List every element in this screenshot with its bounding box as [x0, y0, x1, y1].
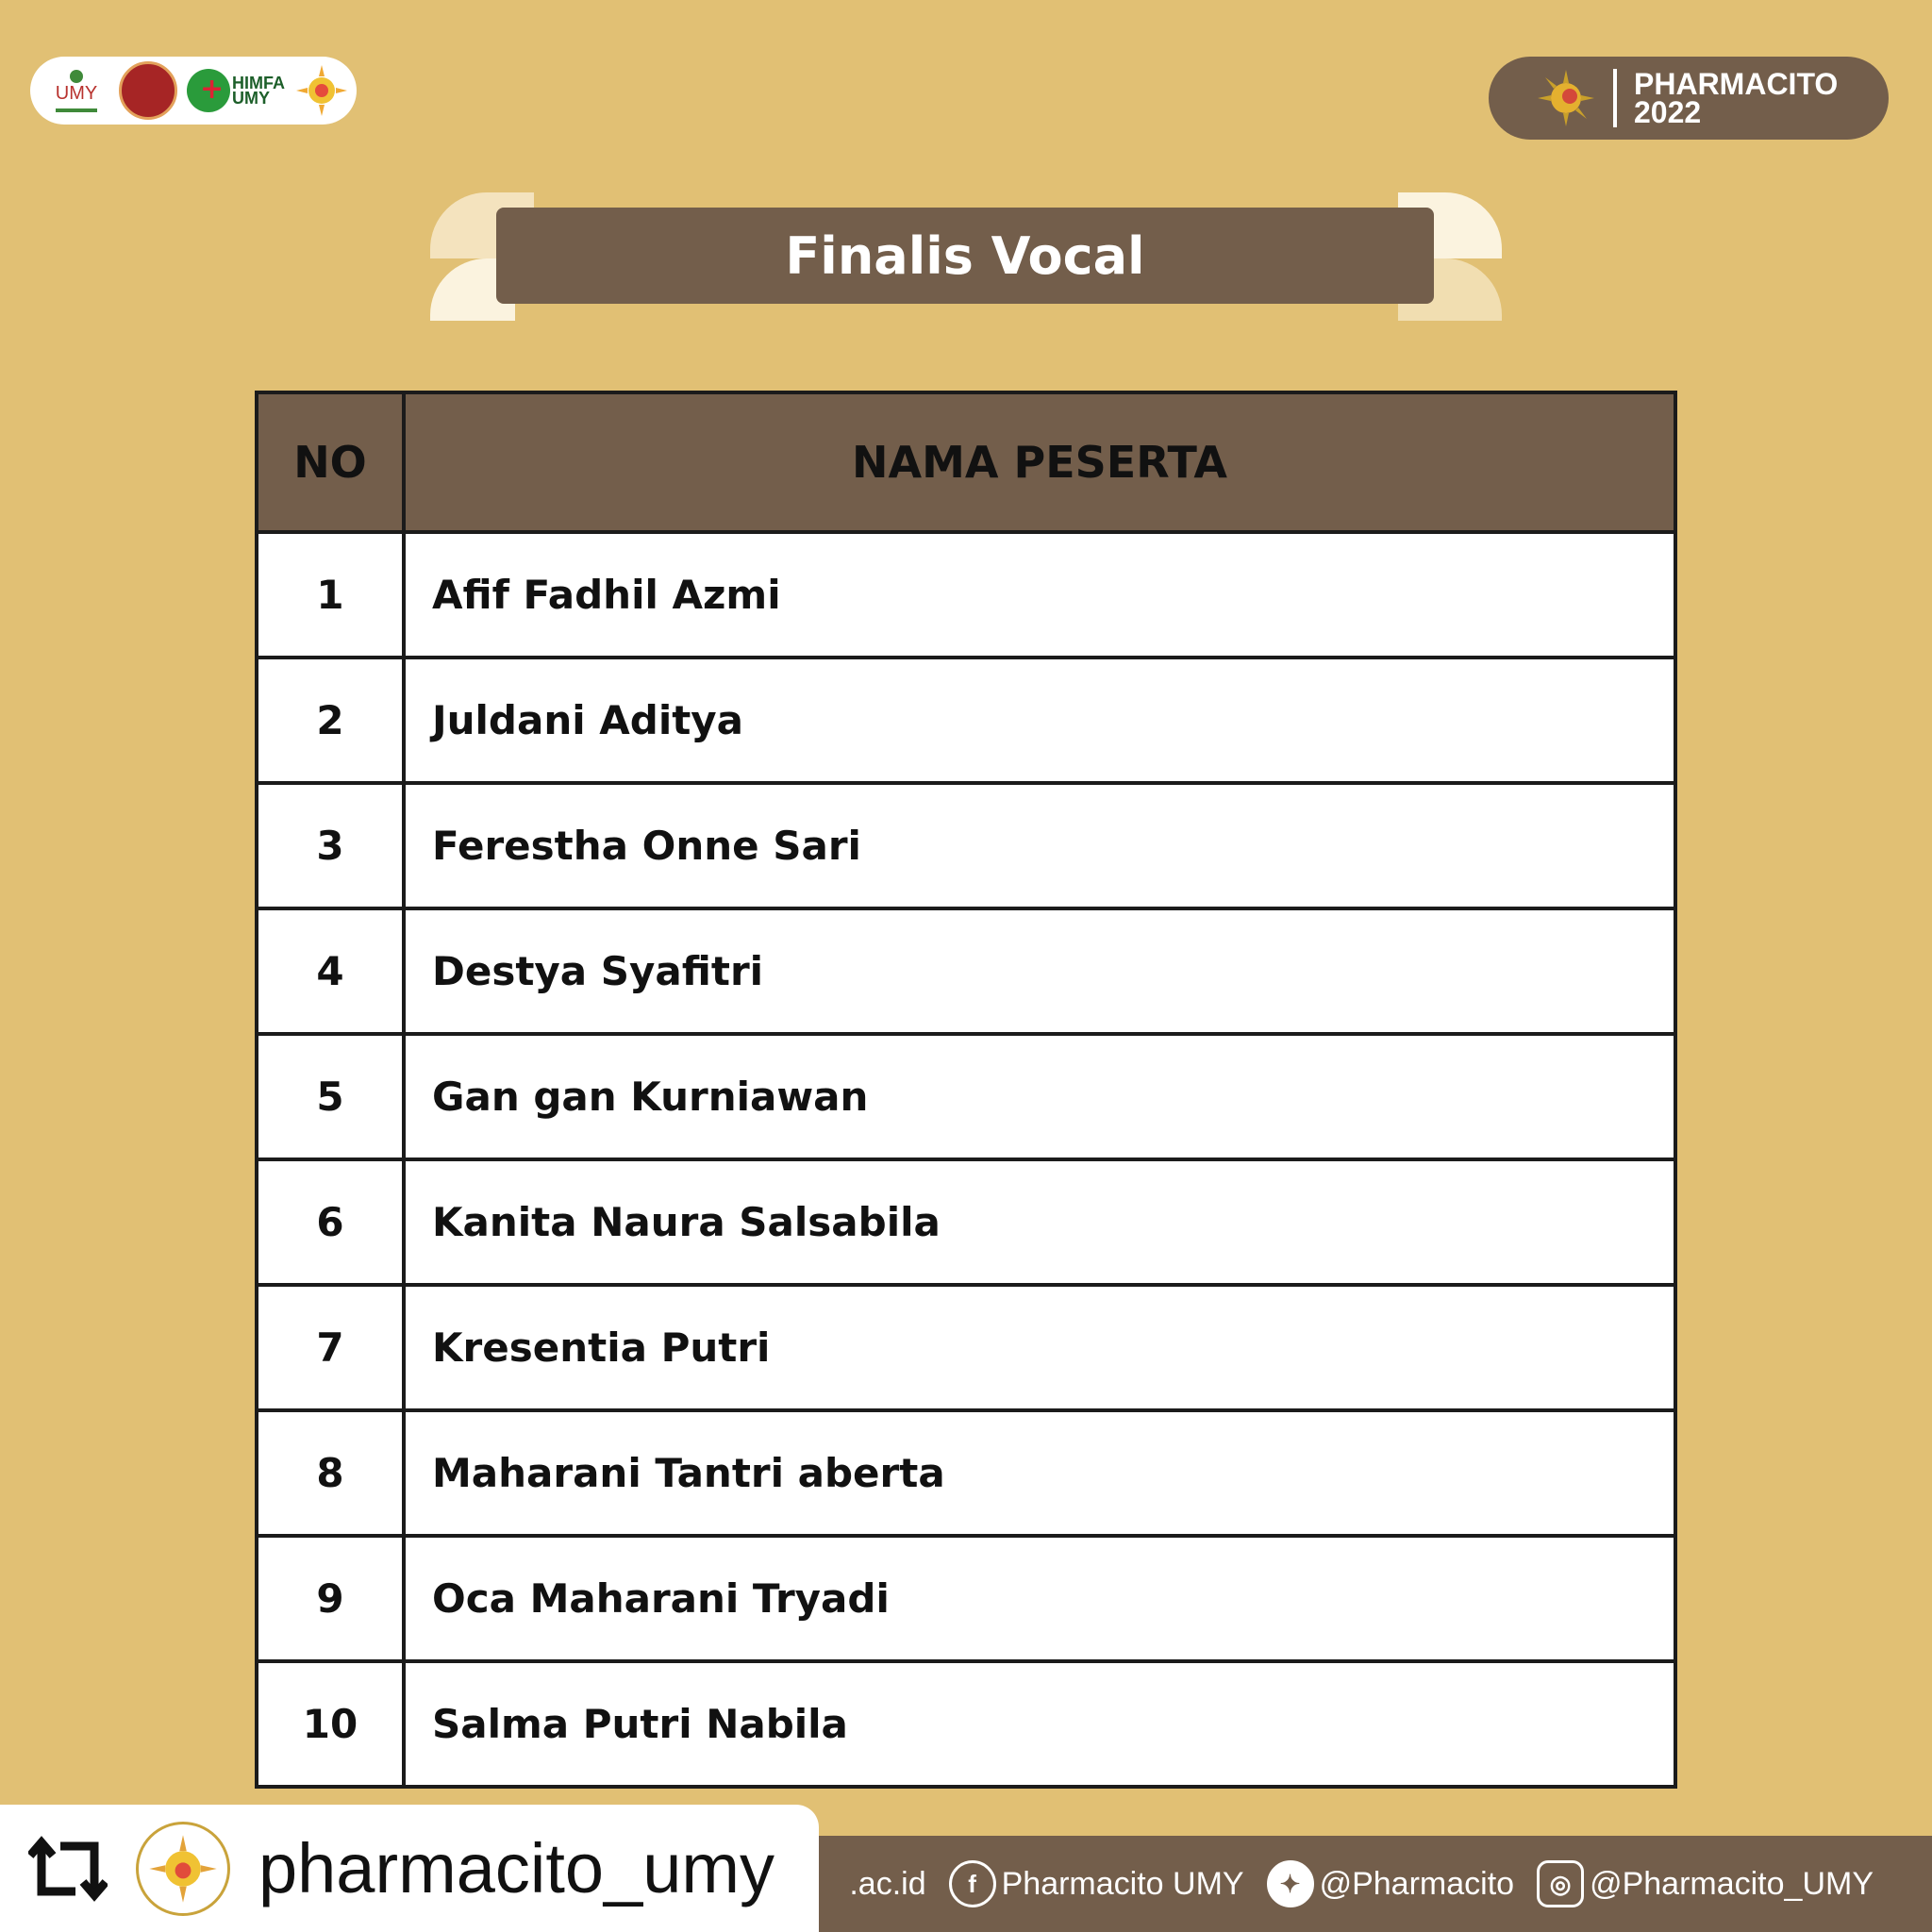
table-row	[257, 1159, 1675, 1285]
website-text: .ac.id	[849, 1865, 926, 1902]
participant-name: Oca Maharani Tryadi	[404, 1536, 1675, 1661]
row-number: 4	[257, 908, 404, 1034]
twitter-handle: @Pharmacito	[1319, 1865, 1515, 1902]
row-number: 1	[257, 532, 404, 658]
instagram-icon: ◎	[1537, 1860, 1584, 1907]
facebook-icon: f	[949, 1860, 996, 1907]
row-number: 8	[257, 1410, 404, 1536]
title-banner	[430, 192, 1502, 325]
instagram-handle: @Pharmacito_UMY	[1590, 1865, 1874, 1902]
facebook-handle: Pharmacito UMY	[1001, 1865, 1244, 1902]
pharmacito-brand-badge	[1489, 57, 1889, 140]
himfa-logo	[187, 69, 285, 112]
partner-logos	[30, 57, 357, 125]
instagram-link[interactable]	[1537, 1860, 1874, 1907]
row-number: 2	[257, 658, 404, 783]
participant-name: Ferestha Onne Sari	[404, 783, 1675, 908]
himfa-logo-subtext: UMY	[232, 89, 270, 108]
participant-name: Afif Fadhil Azmi	[404, 532, 1675, 658]
table-row	[257, 783, 1675, 908]
sun-logo-icon	[1536, 68, 1596, 128]
row-number: 6	[257, 1159, 404, 1285]
avatar[interactable]	[136, 1822, 230, 1916]
table-header-row	[257, 392, 1675, 532]
umy-logo	[43, 60, 109, 121]
himfa-logo-text: HIMFA	[232, 74, 285, 92]
row-number: 7	[257, 1285, 404, 1410]
participant-name: Juldani Aditya	[404, 658, 1675, 783]
participant-name: Maharani Tantri aberta	[404, 1410, 1675, 1536]
header-name: NAMA PESERTA	[404, 392, 1675, 532]
row-number: 9	[257, 1536, 404, 1661]
table-row	[257, 1034, 1675, 1159]
umy-logo-text: UMY	[55, 82, 98, 104]
table-row	[257, 1410, 1675, 1536]
table-row	[257, 1661, 1675, 1787]
row-number: 10	[257, 1661, 404, 1787]
brand-title: PHARMACITO	[1634, 67, 1839, 101]
table-row	[257, 908, 1675, 1034]
pharmacito-sun-logo	[294, 63, 349, 118]
facebook-link[interactable]	[949, 1860, 1244, 1907]
brand-year: 2022	[1634, 95, 1702, 129]
table-row	[257, 658, 1675, 783]
faculty-seal-logo	[119, 61, 177, 120]
participant-name: Salma Putri Nabila	[404, 1661, 1675, 1787]
repost-username[interactable]: pharmacito_umy	[258, 1829, 775, 1907]
finalist-table	[255, 391, 1677, 1789]
page-title: Finalis Vocal	[496, 208, 1434, 304]
row-number: 5	[257, 1034, 404, 1159]
repost-attribution[interactable]	[0, 1805, 819, 1932]
header-no: NO	[257, 392, 404, 532]
participant-name: Kanita Naura Salsabila	[404, 1159, 1675, 1285]
row-number: 3	[257, 783, 404, 908]
twitter-link[interactable]	[1267, 1860, 1514, 1907]
participant-name: Gan gan Kurniawan	[404, 1034, 1675, 1159]
table-row	[257, 532, 1675, 658]
repost-icon	[28, 1829, 108, 1908]
table-row	[257, 1536, 1675, 1661]
website-link[interactable]	[849, 1866, 925, 1903]
table-row	[257, 1285, 1675, 1410]
participant-name: Destya Syafitri	[404, 908, 1675, 1034]
twitter-icon: ✦	[1267, 1860, 1314, 1907]
participant-name: Kresentia Putri	[404, 1285, 1675, 1410]
